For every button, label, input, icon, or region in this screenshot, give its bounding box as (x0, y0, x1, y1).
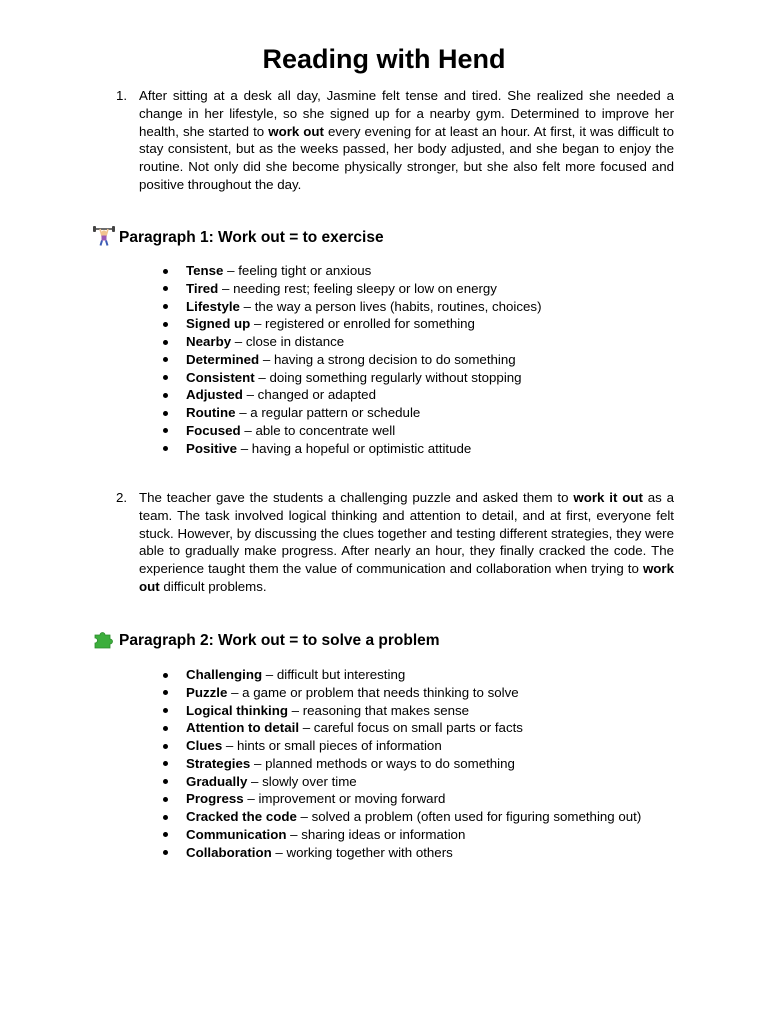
vocab-term: Puzzle (186, 684, 228, 700)
vocab-term: Logical thinking (186, 702, 288, 718)
vocab-definition: – the way a person lives (habits, routines, choices) (239, 298, 542, 314)
vocab-definition: – able to concentrate well (240, 422, 396, 438)
vocab-term: Signed up (186, 316, 251, 332)
vocab-item (160, 702, 641, 720)
vocab-definition: – feeling tight or anxious (223, 263, 372, 278)
vocab-term: Lifestyle (186, 298, 240, 314)
vocab-item (160, 719, 641, 737)
vocab-definition: – working together with others (271, 844, 453, 860)
section-1-paragraph (139, 87, 674, 194)
vocab-term: Challenging (186, 667, 263, 682)
vocab-item (160, 844, 641, 862)
vocab-item (160, 755, 641, 773)
vocab-item (160, 386, 542, 404)
weightlifter-icon (93, 226, 115, 246)
vocab-item (160, 422, 542, 440)
vocab-item (160, 280, 542, 298)
vocab-term: Cracked the code (186, 809, 297, 824)
vocab-definition: – careful focus on small parts or facts (299, 720, 523, 736)
vocab-item (160, 262, 542, 280)
vocab-item (160, 790, 641, 808)
vocab-definition: – reasoning that makes sense (287, 702, 470, 718)
vocab-term: Gradually (186, 773, 248, 789)
vocab-term: Focused (186, 422, 241, 438)
vocab-item (160, 826, 641, 844)
vocab-definition: – hints or small pieces of information (222, 738, 442, 753)
vocab-term: Progress (186, 791, 244, 807)
vocab-definition: – changed or adapted (242, 387, 376, 403)
puzzle-piece-icon (93, 629, 115, 649)
vocab-item (160, 369, 542, 387)
vocab-item (160, 333, 542, 351)
vocab-definition: – improvement or moving forward (243, 791, 446, 807)
section-2-paragraph (139, 489, 674, 596)
vocab-term: Tense (186, 263, 224, 278)
section-1-number: 1. (116, 88, 128, 103)
vocab-definition: – planned methods or ways to do something (250, 755, 515, 771)
vocab-item (160, 808, 641, 826)
vocab-term: Consistent (186, 369, 255, 385)
vocab-item (160, 773, 641, 791)
page-title: Reading with Hend (262, 44, 506, 74)
vocab-definition: – having a strong decision to do something (259, 351, 516, 367)
section-2-heading (93, 629, 440, 652)
vocab-term: Positive (186, 440, 237, 456)
section-2-heading-text: Paragraph 2: Work out = to solve a problem (119, 632, 440, 649)
vocab-item (160, 298, 542, 316)
vocab-item (160, 666, 641, 684)
paragraph-text: The teacher gave the students a challenging puzzle and asked them to (139, 490, 574, 505)
vocab-term: Tired (186, 280, 219, 296)
vocab-term: Strategies (186, 755, 251, 771)
vocab-term: Communication (186, 826, 287, 842)
section-1-heading-text: Paragraph 1: Work out = to exercise (119, 229, 384, 246)
vocab-item (160, 351, 542, 369)
vocab-definition: – needing rest; feeling sleepy or low on energy (218, 280, 497, 296)
paragraph-text: difficult problems. (159, 578, 267, 594)
vocab-definition: – registered or enrolled for something (250, 316, 475, 332)
vocab-item (160, 737, 641, 755)
section-1-vocab-list (160, 262, 542, 457)
vocab-term: Collaboration (186, 844, 272, 860)
vocab-definition: – having a hopeful or optimistic attitude (237, 440, 472, 456)
vocab-term: Attention to detail (186, 720, 300, 736)
section-2-number: 2. (116, 490, 128, 505)
vocab-item (160, 684, 641, 702)
vocab-item (160, 404, 542, 422)
paragraph-text: After sitting at a desk all day, Jasmine felt tense and tired. She realized she needed a change in her lifestyle, so she signed up for a nearby gym. Determined to improve her health, she started to (139, 88, 674, 139)
vocab-term: Adjusted (186, 387, 243, 403)
vocab-term: Routine (186, 405, 236, 420)
vocab-definition: – a game or problem that needs thinking to solve (227, 684, 519, 700)
vocab-term: Determined (186, 351, 260, 367)
vocab-term: Clues (186, 738, 223, 753)
vocab-definition: – close in distance (231, 334, 345, 349)
section-1-heading (93, 226, 384, 249)
bold-phrase: work it out (573, 490, 643, 505)
paragraph-text: every evening for at least an hour. At first, it was difficult to stay consistent, but as the weeks passed, her body adjusted, and she began to enjoy the routine. Not only did she become physically stronger, but she also felt more focused and positive throughout the day. (139, 123, 674, 192)
vocab-term: Nearby (186, 334, 232, 349)
vocab-definition: – a regular pattern or schedule (235, 405, 421, 420)
paragraph-text: as a team. The task involved logical thinking and attention to detail, and at first, everyone felt stuck. However, by discussing the clues together and testing different strategies, they were able to gradually make progress. After nearly an hour, they finally cracked the code. The experience taught them the value of communication and collaboration when trying to (139, 490, 675, 577)
vocab-definition: – slowly over time (247, 773, 357, 789)
vocab-item (160, 440, 542, 458)
bold-phrase: work out (268, 123, 324, 139)
vocab-definition: – sharing ideas or information (286, 826, 466, 842)
vocab-definition: – doing something regularly without stopping (254, 369, 522, 385)
vocab-definition: – solved a problem (often used for figuring something out) (296, 809, 642, 824)
vocab-definition: – difficult but interesting (262, 667, 406, 682)
vocab-item (160, 315, 542, 333)
bold-phrase: work out (139, 561, 674, 594)
section-2-vocab-list (160, 666, 641, 861)
